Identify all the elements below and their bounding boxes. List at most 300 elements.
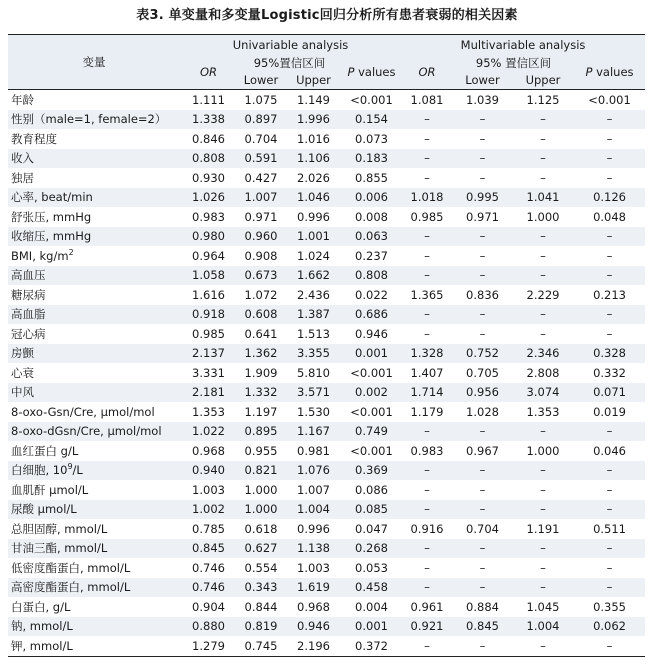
- cell-multi-upper: –: [512, 324, 574, 344]
- cell-multi-upper: –: [512, 539, 574, 559]
- cell-multi-lower: –: [453, 461, 512, 481]
- cell-uni-p: 0.686: [342, 305, 401, 325]
- cell-uni-upper: 0.996: [285, 519, 342, 539]
- table-row: [8, 558, 645, 578]
- table-row: [8, 305, 645, 325]
- cell-multi-or: –: [401, 324, 453, 344]
- cell-multi-or: –: [401, 110, 453, 130]
- variable-label: 甘油三酯, mmol/L: [11, 541, 108, 556]
- cell-multi-or: 1.714: [401, 383, 453, 403]
- cell-multi-upper: –: [512, 422, 574, 442]
- cell-multi-p: 0.019: [574, 402, 645, 422]
- cell-uni-lower: 1.075: [237, 90, 285, 110]
- cell-multi-or: –: [401, 422, 453, 442]
- cell-multi-upper: 1.353: [512, 402, 574, 422]
- cell-multi-p: –: [574, 578, 645, 598]
- cell-uni-or: 1.026: [180, 188, 237, 208]
- cell-multi-or: –: [401, 305, 453, 325]
- cell-multi-p: 0.328: [574, 344, 645, 364]
- header-univariable: Univariable analysis: [180, 35, 401, 55]
- cell-multi-or: –: [401, 636, 453, 656]
- regression-table: [8, 34, 645, 657]
- table-row: [8, 188, 645, 208]
- cell-uni-p: 0.053: [342, 558, 401, 578]
- cell-multi-lower: –: [453, 480, 512, 500]
- cell-uni-p: 0.001: [342, 344, 401, 364]
- cell-uni-or: 0.940: [180, 461, 237, 481]
- variable-label: 心率, beat/min: [11, 190, 93, 205]
- cell-multi-lower: 0.956: [453, 383, 512, 403]
- cell-variable: [8, 246, 180, 266]
- cell-multi-p: 0.213: [574, 285, 645, 305]
- cell-multi-or: 1.365: [401, 285, 453, 305]
- cell-uni-upper: 2.026: [285, 168, 342, 188]
- cell-multi-upper: 1.191: [512, 519, 574, 539]
- cell-multi-p: –: [574, 539, 645, 559]
- header-multi-ci: 95% 置信区间: [453, 54, 574, 71]
- cell-uni-or: 0.846: [180, 129, 237, 149]
- header-multi-upper: Upper: [512, 71, 574, 90]
- header-multi-or: OR: [401, 54, 453, 90]
- cell-uni-upper: 2.436: [285, 285, 342, 305]
- cell-variable: [8, 539, 180, 559]
- cell-multi-upper: 1.045: [512, 597, 574, 617]
- cell-uni-p: 0.268: [342, 539, 401, 559]
- cell-multi-upper: 2.808: [512, 363, 574, 383]
- table-row: [8, 168, 645, 188]
- cell-multi-lower: 0.884: [453, 597, 512, 617]
- table-row: [8, 519, 645, 539]
- table-row: [8, 363, 645, 383]
- cell-multi-upper: –: [512, 246, 574, 266]
- cell-multi-lower: –: [453, 168, 512, 188]
- cell-uni-p: 0.369: [342, 461, 401, 481]
- table-row: [8, 422, 645, 442]
- cell-multi-upper: 3.074: [512, 383, 574, 403]
- cell-uni-or: 1.279: [180, 636, 237, 656]
- cell-multi-or: –: [401, 558, 453, 578]
- cell-uni-lower: 0.704: [237, 129, 285, 149]
- variable-label: 糖尿病: [11, 287, 46, 302]
- cell-uni-lower: 1.197: [237, 402, 285, 422]
- cell-uni-lower: 0.821: [237, 461, 285, 481]
- cell-uni-or: 1.058: [180, 266, 237, 286]
- cell-multi-p: –: [574, 324, 645, 344]
- cell-multi-lower: 1.028: [453, 402, 512, 422]
- cell-uni-or: 0.904: [180, 597, 237, 617]
- table-title: 表3. 单变量和多变量Logistic回归分析所有患者衰弱的相关因素: [136, 8, 518, 23]
- cell-multi-lower: 0.704: [453, 519, 512, 539]
- cell-uni-lower: 1.332: [237, 383, 285, 403]
- cell-multi-lower: –: [453, 578, 512, 598]
- cell-uni-lower: 0.955: [237, 441, 285, 461]
- cell-uni-or: 0.880: [180, 617, 237, 637]
- cell-uni-p: <0.001: [342, 441, 401, 461]
- cell-multi-or: –: [401, 266, 453, 286]
- cell-multi-upper: –: [512, 578, 574, 598]
- cell-uni-p: 0.022: [342, 285, 401, 305]
- cell-multi-p: 0.062: [574, 617, 645, 637]
- cell-uni-lower: 0.960: [237, 227, 285, 247]
- cell-multi-or: 0.985: [401, 207, 453, 227]
- cell-uni-or: 0.808: [180, 149, 237, 169]
- cell-uni-upper: 1.619: [285, 578, 342, 598]
- cell-multi-upper: –: [512, 168, 574, 188]
- cell-uni-lower: 0.895: [237, 422, 285, 442]
- cell-multi-lower: –: [453, 149, 512, 169]
- cell-uni-upper: 1.004: [285, 500, 342, 520]
- cell-uni-p: 0.946: [342, 324, 401, 344]
- cell-multi-upper: –: [512, 227, 574, 247]
- cell-multi-p: 0.355: [574, 597, 645, 617]
- cell-multi-or: –: [401, 227, 453, 247]
- cell-variable: [8, 617, 180, 637]
- variable-label-superscript: 9: [67, 462, 73, 472]
- table-row: [8, 246, 645, 266]
- table-row: [8, 617, 645, 637]
- cell-uni-lower: 0.608: [237, 305, 285, 325]
- table-row: [8, 383, 645, 403]
- variable-label: 中风: [11, 385, 34, 400]
- cell-multi-lower: –: [453, 266, 512, 286]
- cell-multi-upper: –: [512, 480, 574, 500]
- cell-uni-lower: 0.627: [237, 539, 285, 559]
- header-uni-ci: 95%置信区间: [237, 54, 342, 71]
- cell-uni-upper: 1.003: [285, 558, 342, 578]
- cell-multi-lower: –: [453, 227, 512, 247]
- cell-uni-lower: 1.072: [237, 285, 285, 305]
- cell-uni-or: 0.845: [180, 539, 237, 559]
- cell-multi-or: 1.179: [401, 402, 453, 422]
- variable-label: 低密度酯蛋白, mmol/L: [11, 560, 131, 575]
- cell-uni-p: 0.085: [342, 500, 401, 520]
- cell-uni-or: 3.331: [180, 363, 237, 383]
- cell-multi-p: –: [574, 168, 645, 188]
- cell-uni-or: 0.746: [180, 558, 237, 578]
- cell-uni-lower: 0.673: [237, 266, 285, 286]
- cell-multi-lower: –: [453, 324, 512, 344]
- variable-label: 冠心病: [11, 326, 46, 341]
- cell-multi-or: 1.407: [401, 363, 453, 383]
- header-uni-p-letter: P: [347, 64, 355, 79]
- cell-uni-or: 1.003: [180, 480, 237, 500]
- cell-uni-lower: 1.000: [237, 500, 285, 520]
- cell-multi-or: 0.916: [401, 519, 453, 539]
- cell-uni-lower: 0.591: [237, 149, 285, 169]
- cell-uni-upper: 1.530: [285, 402, 342, 422]
- cell-multi-or: –: [401, 461, 453, 481]
- cell-uni-lower: 0.618: [237, 519, 285, 539]
- cell-variable: [8, 207, 180, 227]
- cell-multi-or: 1.018: [401, 188, 453, 208]
- cell-uni-upper: 1.167: [285, 422, 342, 442]
- cell-multi-lower: 0.995: [453, 188, 512, 208]
- variable-label: 房颤: [11, 346, 34, 361]
- header-multivariable: Multivariable analysis: [401, 35, 645, 55]
- cell-multi-upper: –: [512, 636, 574, 656]
- header-multi-p-text: values: [592, 64, 634, 79]
- cell-variable: [8, 90, 180, 110]
- cell-uni-lower: 0.554: [237, 558, 285, 578]
- table-row: [8, 344, 645, 364]
- cell-uni-lower: 0.844: [237, 597, 285, 617]
- variable-label: 血红蛋白 g/L: [11, 443, 79, 458]
- cell-uni-p: 0.073: [342, 129, 401, 149]
- cell-multi-upper: 2.346: [512, 344, 574, 364]
- cell-multi-or: –: [401, 539, 453, 559]
- cell-variable: [8, 383, 180, 403]
- cell-uni-or: 2.181: [180, 383, 237, 403]
- cell-uni-p: 0.004: [342, 597, 401, 617]
- variable-label: 总胆固醇, mmol/L: [11, 521, 108, 536]
- header-uni-upper: Upper: [285, 71, 342, 90]
- variable-label: 独居: [11, 170, 34, 185]
- cell-uni-or: 1.353: [180, 402, 237, 422]
- cell-uni-lower: 0.908: [237, 246, 285, 266]
- cell-uni-upper: 1.016: [285, 129, 342, 149]
- table-row: [8, 110, 645, 130]
- cell-multi-lower: –: [453, 422, 512, 442]
- variable-label: 性别（male=1, female=2）: [11, 112, 167, 127]
- cell-multi-upper: 1.000: [512, 207, 574, 227]
- cell-uni-or: 0.985: [180, 324, 237, 344]
- cell-uni-or: 0.983: [180, 207, 237, 227]
- cell-multi-or: –: [401, 480, 453, 500]
- cell-variable: [8, 168, 180, 188]
- cell-uni-upper: 1.513: [285, 324, 342, 344]
- cell-uni-upper: 2.196: [285, 636, 342, 656]
- cell-multi-p: –: [574, 227, 645, 247]
- cell-multi-upper: –: [512, 129, 574, 149]
- variable-label: 尿酸 μmol/L: [11, 502, 77, 517]
- variable-label: 收缩压, mmHg: [11, 229, 92, 244]
- cell-multi-lower: 0.971: [453, 207, 512, 227]
- cell-uni-or: 0.930: [180, 168, 237, 188]
- table-row: [8, 539, 645, 559]
- cell-variable: [8, 110, 180, 130]
- cell-multi-p: 0.048: [574, 207, 645, 227]
- cell-variable: [8, 500, 180, 520]
- cell-multi-upper: 1.000: [512, 441, 574, 461]
- cell-variable: [8, 227, 180, 247]
- table-row: [8, 500, 645, 520]
- table-row: [8, 285, 645, 305]
- cell-variable: [8, 519, 180, 539]
- cell-multi-p: –: [574, 422, 645, 442]
- cell-variable: [8, 558, 180, 578]
- cell-multi-p: –: [574, 305, 645, 325]
- cell-multi-lower: –: [453, 539, 512, 559]
- cell-uni-lower: 0.641: [237, 324, 285, 344]
- table-row: [8, 149, 645, 169]
- cell-uni-p: 0.808: [342, 266, 401, 286]
- cell-uni-upper: 3.355: [285, 344, 342, 364]
- cell-variable: [8, 636, 180, 656]
- variable-label: 血肌酐 μmol/L: [11, 482, 89, 497]
- cell-uni-p: 0.458: [342, 578, 401, 598]
- header-multi-p: [574, 54, 645, 90]
- cell-multi-upper: 1.125: [512, 90, 574, 110]
- variable-label: BMI, kg/m: [11, 248, 69, 263]
- cell-multi-upper: –: [512, 500, 574, 520]
- cell-uni-p: 0.372: [342, 636, 401, 656]
- cell-multi-lower: 1.039: [453, 90, 512, 110]
- cell-multi-p: 0.046: [574, 441, 645, 461]
- table-row: [8, 578, 645, 598]
- table-row: [8, 207, 645, 227]
- cell-uni-or: 2.137: [180, 344, 237, 364]
- cell-uni-upper: 0.981: [285, 441, 342, 461]
- table-row: [8, 597, 645, 617]
- cell-variable: [8, 285, 180, 305]
- cell-multi-p: –: [574, 480, 645, 500]
- cell-uni-lower: 1.362: [237, 344, 285, 364]
- cell-uni-p: 0.063: [342, 227, 401, 247]
- table-row: [8, 266, 645, 286]
- cell-multi-or: –: [401, 149, 453, 169]
- cell-multi-lower: 0.967: [453, 441, 512, 461]
- cell-multi-p: 0.126: [574, 188, 645, 208]
- variable-label: 钾, mmol/L: [11, 638, 73, 653]
- cell-uni-upper: 1.024: [285, 246, 342, 266]
- variable-label-suffix: /L: [72, 463, 83, 478]
- cell-multi-or: –: [401, 500, 453, 520]
- cell-multi-or: –: [401, 246, 453, 266]
- cell-multi-upper: –: [512, 149, 574, 169]
- cell-variable: [8, 461, 180, 481]
- cell-multi-lower: –: [453, 558, 512, 578]
- cell-uni-p: 0.749: [342, 422, 401, 442]
- cell-multi-p: 0.071: [574, 383, 645, 403]
- table-row: [8, 402, 645, 422]
- cell-uni-or: 0.964: [180, 246, 237, 266]
- cell-variable: [8, 578, 180, 598]
- cell-multi-lower: –: [453, 500, 512, 520]
- cell-uni-upper: 1.106: [285, 149, 342, 169]
- cell-multi-p: –: [574, 558, 645, 578]
- cell-multi-upper: 1.041: [512, 188, 574, 208]
- cell-multi-p: –: [574, 129, 645, 149]
- cell-uni-lower: 1.000: [237, 480, 285, 500]
- cell-multi-lower: 0.752: [453, 344, 512, 364]
- cell-multi-upper: –: [512, 461, 574, 481]
- variable-label: 高密度酯蛋白, mmol/L: [11, 580, 131, 595]
- cell-multi-p: –: [574, 636, 645, 656]
- cell-multi-or: –: [401, 168, 453, 188]
- cell-variable: [8, 363, 180, 383]
- cell-uni-or: 0.785: [180, 519, 237, 539]
- cell-uni-upper: 1.996: [285, 110, 342, 130]
- cell-uni-lower: 1.007: [237, 188, 285, 208]
- cell-uni-lower: 0.897: [237, 110, 285, 130]
- cell-multi-p: –: [574, 149, 645, 169]
- cell-multi-lower: 0.705: [453, 363, 512, 383]
- cell-uni-upper: 0.968: [285, 597, 342, 617]
- table-row: [8, 441, 645, 461]
- cell-multi-upper: –: [512, 266, 574, 286]
- cell-uni-lower: 1.909: [237, 363, 285, 383]
- header-multi-lower: Lower: [453, 71, 512, 90]
- cell-uni-upper: 1.046: [285, 188, 342, 208]
- table-header: [8, 35, 645, 90]
- cell-multi-p: 0.332: [574, 363, 645, 383]
- variable-label: 钠, mmol/L: [11, 619, 73, 634]
- cell-uni-upper: 1.001: [285, 227, 342, 247]
- cell-multi-p: <0.001: [574, 90, 645, 110]
- cell-uni-lower: 0.819: [237, 617, 285, 637]
- table-row: [8, 129, 645, 149]
- cell-uni-upper: 1.149: [285, 90, 342, 110]
- cell-uni-or: 1.616: [180, 285, 237, 305]
- cell-uni-p: 0.006: [342, 188, 401, 208]
- table-row: [8, 90, 645, 110]
- cell-multi-or: –: [401, 578, 453, 598]
- cell-multi-or: 0.921: [401, 617, 453, 637]
- cell-multi-or: 0.983: [401, 441, 453, 461]
- table-row: [8, 227, 645, 247]
- variable-label: 舒张压, mmHg: [11, 209, 92, 224]
- variable-label: 年龄: [11, 92, 34, 107]
- variable-label: 教育程度: [11, 131, 57, 146]
- cell-multi-lower: –: [453, 246, 512, 266]
- variable-label: 8-oxo-Gsn/Cre, μmol/mol: [11, 404, 155, 419]
- cell-multi-lower: 0.845: [453, 617, 512, 637]
- variable-label: 收入: [11, 151, 34, 166]
- cell-uni-upper: 0.946: [285, 617, 342, 637]
- cell-uni-upper: 5.810: [285, 363, 342, 383]
- cell-uni-lower: 0.971: [237, 207, 285, 227]
- cell-multi-p: –: [574, 266, 645, 286]
- cell-uni-upper: 0.996: [285, 207, 342, 227]
- cell-multi-p: 0.511: [574, 519, 645, 539]
- cell-multi-lower: –: [453, 636, 512, 656]
- cell-multi-upper: –: [512, 305, 574, 325]
- header-uni-p-text: values: [354, 64, 396, 79]
- cell-variable: [8, 305, 180, 325]
- cell-variable: [8, 149, 180, 169]
- cell-uni-upper: 1.007: [285, 480, 342, 500]
- cell-variable: [8, 402, 180, 422]
- cell-multi-lower: 0.836: [453, 285, 512, 305]
- cell-uni-upper: 1.138: [285, 539, 342, 559]
- variable-label-superscript: 2: [68, 247, 74, 257]
- cell-uni-or: 1.022: [180, 422, 237, 442]
- cell-uni-upper: 1.076: [285, 461, 342, 481]
- variable-label: 8-oxo-dGsn/Cre, μmol/mol: [11, 424, 162, 439]
- header-uni-or: OR: [180, 54, 237, 90]
- cell-uni-p: 0.047: [342, 519, 401, 539]
- header-variable: 变量: [8, 35, 180, 90]
- table-row: [8, 324, 645, 344]
- cell-multi-p: –: [574, 461, 645, 481]
- cell-uni-p: 0.086: [342, 480, 401, 500]
- variable-label: 白细胞, 10: [11, 463, 68, 478]
- cell-uni-upper: 3.571: [285, 383, 342, 403]
- cell-multi-or: 1.328: [401, 344, 453, 364]
- cell-uni-p: 0.154: [342, 110, 401, 130]
- cell-multi-upper: –: [512, 558, 574, 578]
- cell-multi-p: –: [574, 110, 645, 130]
- cell-multi-p: –: [574, 500, 645, 520]
- cell-uni-p: 0.183: [342, 149, 401, 169]
- cell-multi-lower: –: [453, 129, 512, 149]
- cell-uni-p: 0.002: [342, 383, 401, 403]
- cell-uni-or: 0.968: [180, 441, 237, 461]
- cell-multi-or: 0.961: [401, 597, 453, 617]
- cell-variable: [8, 480, 180, 500]
- cell-variable: [8, 324, 180, 344]
- cell-variable: [8, 266, 180, 286]
